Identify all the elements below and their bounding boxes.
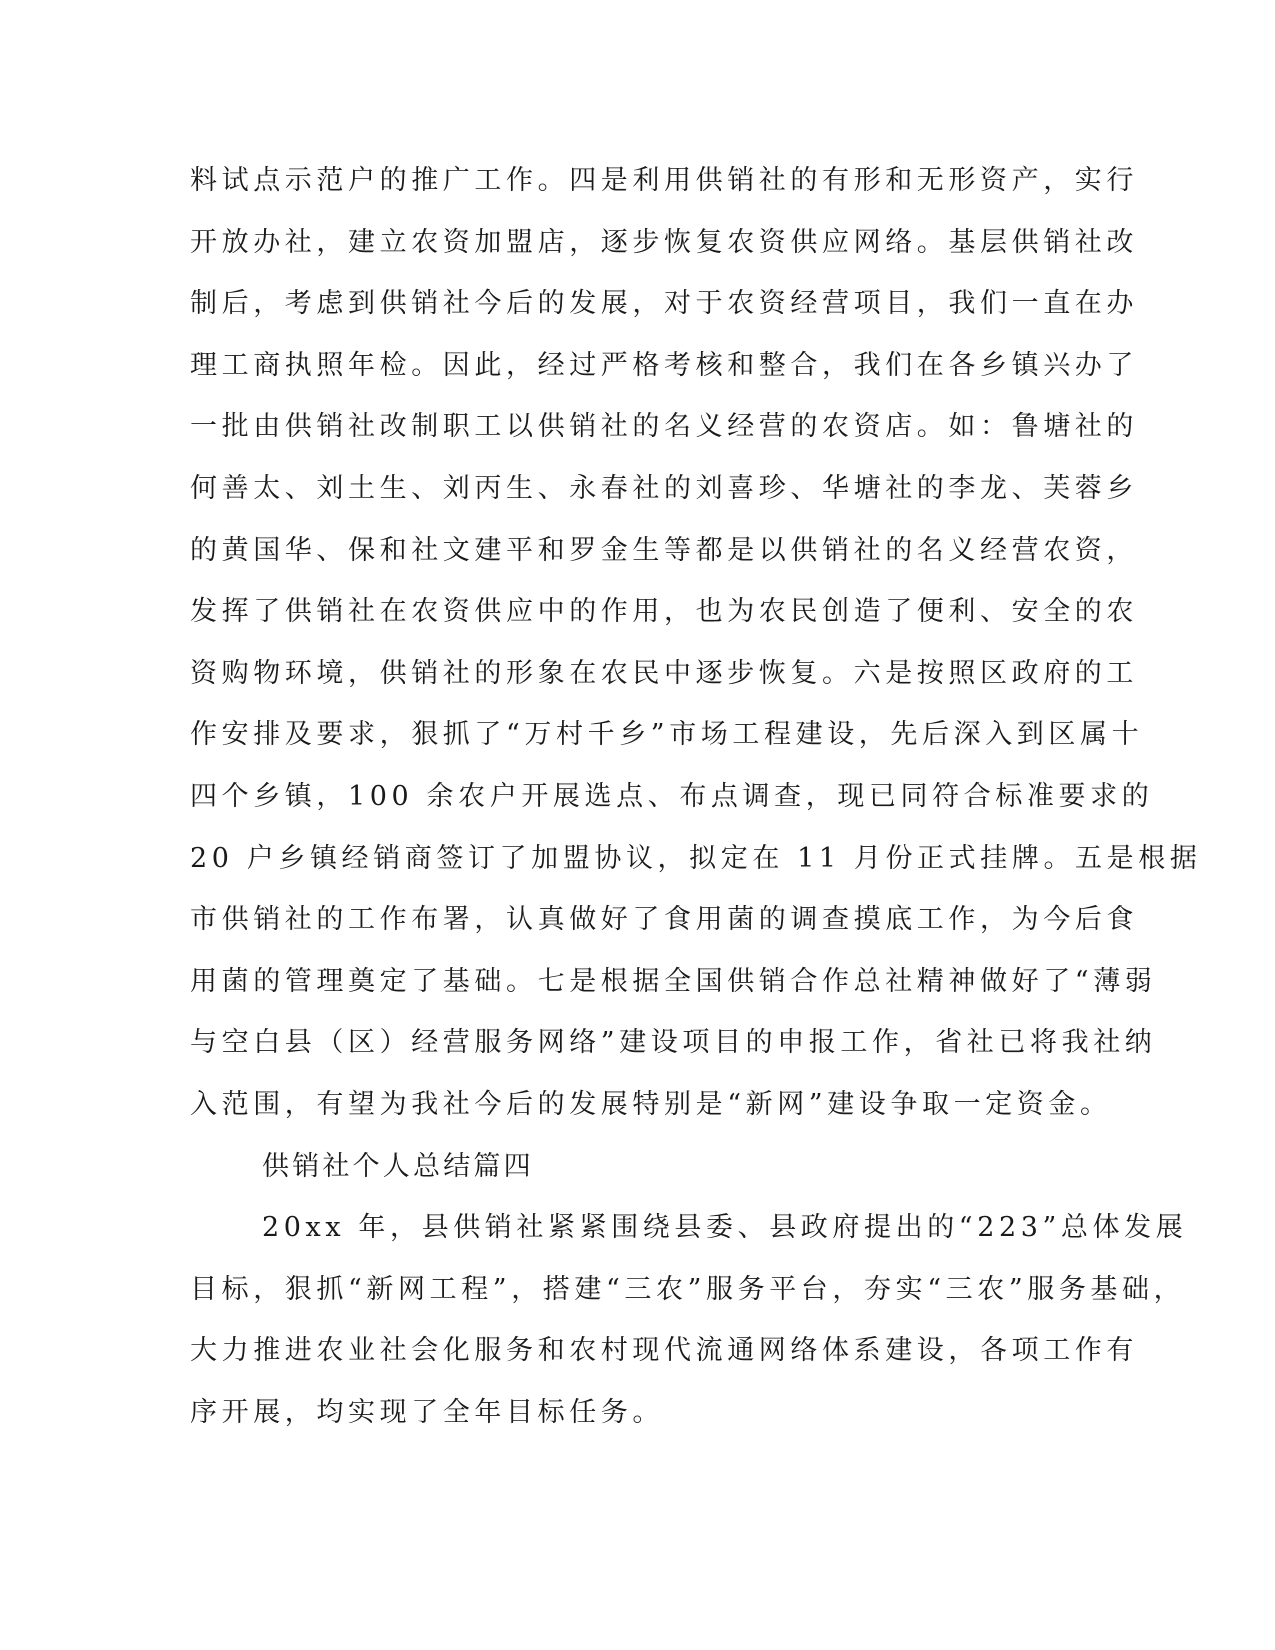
text-line: 料试点示范户的推广工作。四是利用供销社的有形和无形资产，实行	[190, 165, 1138, 196]
text-line: 制后，考虑到供销社今后的发展，对于农资经营项目，我们一直在办	[190, 288, 1138, 320]
text-line: 的黄国华、保和社文建平和罗金生等都是以供销社的名义经营农资，	[190, 534, 1138, 566]
text-line: 发挥了供销社在农资供应中的作用，也为农民创造了便利、安全的农	[190, 596, 1138, 628]
text-line: 用菌的管理奠定了基础。七是根据全国供销合作总社精神做好了“薄弱	[190, 965, 1157, 997]
text-line: 目标，狠抓“新网工程”，搭建“三农”服务平台，夯实“三农”服务基础，	[190, 1273, 1186, 1305]
text-line: 20 户乡镇经销商签订了加盟协议，拟定在 11 月份正式挂牌。五是根据	[190, 842, 1202, 874]
text-line: 资购物环境，供销社的形象在农民中逐步恢复。六是按照区政府的工	[190, 657, 1138, 689]
text-line: 何善太、刘土生、刘丙生、永春社的刘喜珍、华塘社的李龙、芙蓉乡	[190, 472, 1138, 504]
text-line: 入范围，有望为我社今后的发展特别是“新网”建设争取一定资金。	[190, 1088, 1112, 1120]
text-line: 20xx 年，县供销社紧紧围绕县委、县政府提出的“223”总体发展	[262, 1212, 1188, 1244]
text-line: 开放办社，建立农资加盟店，逐步恢复农资供应网络。基层供销社改	[190, 226, 1138, 258]
text-line: 作安排及要求，狠抓了“万村千乡”市场工程建设，先后深入到区属十	[190, 719, 1144, 751]
text-line: 序开展，均实现了全年目标任务。	[190, 1396, 664, 1428]
text-line: 大力推进农业社会化服务和农村现代流通网络体系建设，各项工作有	[190, 1335, 1138, 1367]
body-text	[190, 150, 1202, 1443]
text-line: 与空白县（区）经营服务网络”建设项目的申报工作，省社已将我社纳	[190, 1027, 1157, 1059]
text-line: 理工商执照年检。因此，经过严格考核和整合，我们在各乡镇兴办了	[190, 349, 1138, 381]
text-line: 四个乡镇，100 余农户开展选点、布点调查，现已同符合标准要求的	[190, 780, 1154, 812]
text-line: 市供销社的工作布署，认真做好了食用菌的调查摸底工作，为今后食	[190, 904, 1138, 936]
text-line: 一批由供销社改制职工以供销社的名义经营的农资店。如：鲁塘社的	[190, 411, 1138, 443]
section-heading: 供销社个人总结篇四	[262, 1150, 534, 1182]
